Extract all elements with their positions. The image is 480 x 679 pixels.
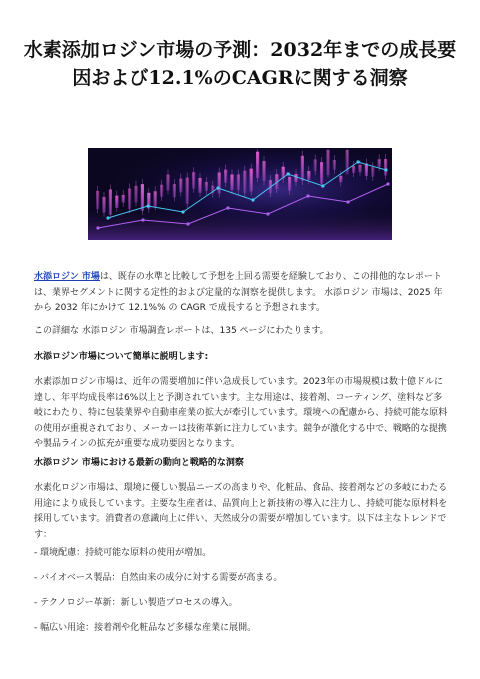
trend-point: [266, 212, 269, 215]
section-heading-overview: 水添ロジン市場について簡単に説明します:: [34, 352, 209, 362]
section-heading-trends: 水添ロジン 市場における最新の動向と戦略的な洞察: [34, 458, 244, 468]
trend-point: [96, 226, 99, 229]
trend-point: [384, 168, 387, 171]
market-link[interactable]: 水添ロジン 市場: [34, 272, 100, 282]
market-chart-image: [88, 148, 392, 240]
trend-point: [306, 194, 309, 197]
trends-paragraph: 水素化ロジン市場は、環境に優しい製品ニーズの高まりや、化粧品、食品、接着剤などの多岐にわたる用途により成長しています。主要な生産者は、品質向上と新技術の導入に注力し、持続可能な原材料を採用しています。消費者の意識向上に伴い、天然成分の需要が増加しています。以下は主なトレンドです：: [34, 483, 448, 540]
trend-point: [386, 182, 389, 185]
trend-point: [286, 172, 289, 175]
trend-point: [216, 186, 219, 189]
intro-text: は、既存の水準と比較して予想を上回る需要を経験しており、この排他的なレポートは、業界セグメントに関する定性的および定量的な洞察を提供します。 水添ロジン 市場は、2025 年から 2032 年にかけて 12.1%% の CAGR で成長すると予想されます。: [34, 272, 443, 313]
trend-point: [321, 184, 324, 187]
trend-point: [251, 198, 254, 201]
trend-point: [186, 222, 189, 225]
page-title: 水素添加ロジン市場の予測：2032年までの成長要因および12.1%のCAGRに関する洞察: [23, 39, 457, 89]
trend-point: [106, 216, 109, 219]
overview-paragraph: 水素添加ロジン市場は、近年の需要増加に伴い急成長しています。2023年の市場規模は数十億ドルに達し、年平均成長率は6%以上と予測されています。主な用途は、接着剤、コーティング、塗料など多岐にわたり、特に包装業界や自動車産業の拡大が牽引しています。環境への配慮から、持続可能な原料の使用が重視されており、メーカーは技術革新に注力しています。競争が激化する中で、戦略的な提携や製品ラインの拡充が重要な成功要因となります。: [34, 377, 448, 449]
trend-list-item: - テクノロジー革新：新しい製造プロセスの導入。: [34, 598, 238, 608]
intro-paragraph: [34, 270, 448, 317]
report-pages-note: この詳細な 水添ロジン 市場調査レポートは、135 ページにわたります。: [34, 326, 329, 336]
trend-point: [226, 206, 229, 209]
trend-list-item: - 環境配慮：持続可能な原料の使用が増加。: [34, 548, 212, 558]
trend-point: [141, 218, 144, 221]
trend-point: [356, 160, 359, 163]
trend-point: [346, 200, 349, 203]
trend-point: [181, 210, 184, 213]
candlestick-illustration: [88, 148, 392, 240]
trend-list-item: - 幅広い用途：接着剤や化粧品など多様な産業に展開。: [34, 623, 257, 633]
trend-point: [146, 204, 149, 207]
trend-list-item: - バイオベース製品：自然由来の成分に対する需要が高まる。: [34, 573, 283, 583]
